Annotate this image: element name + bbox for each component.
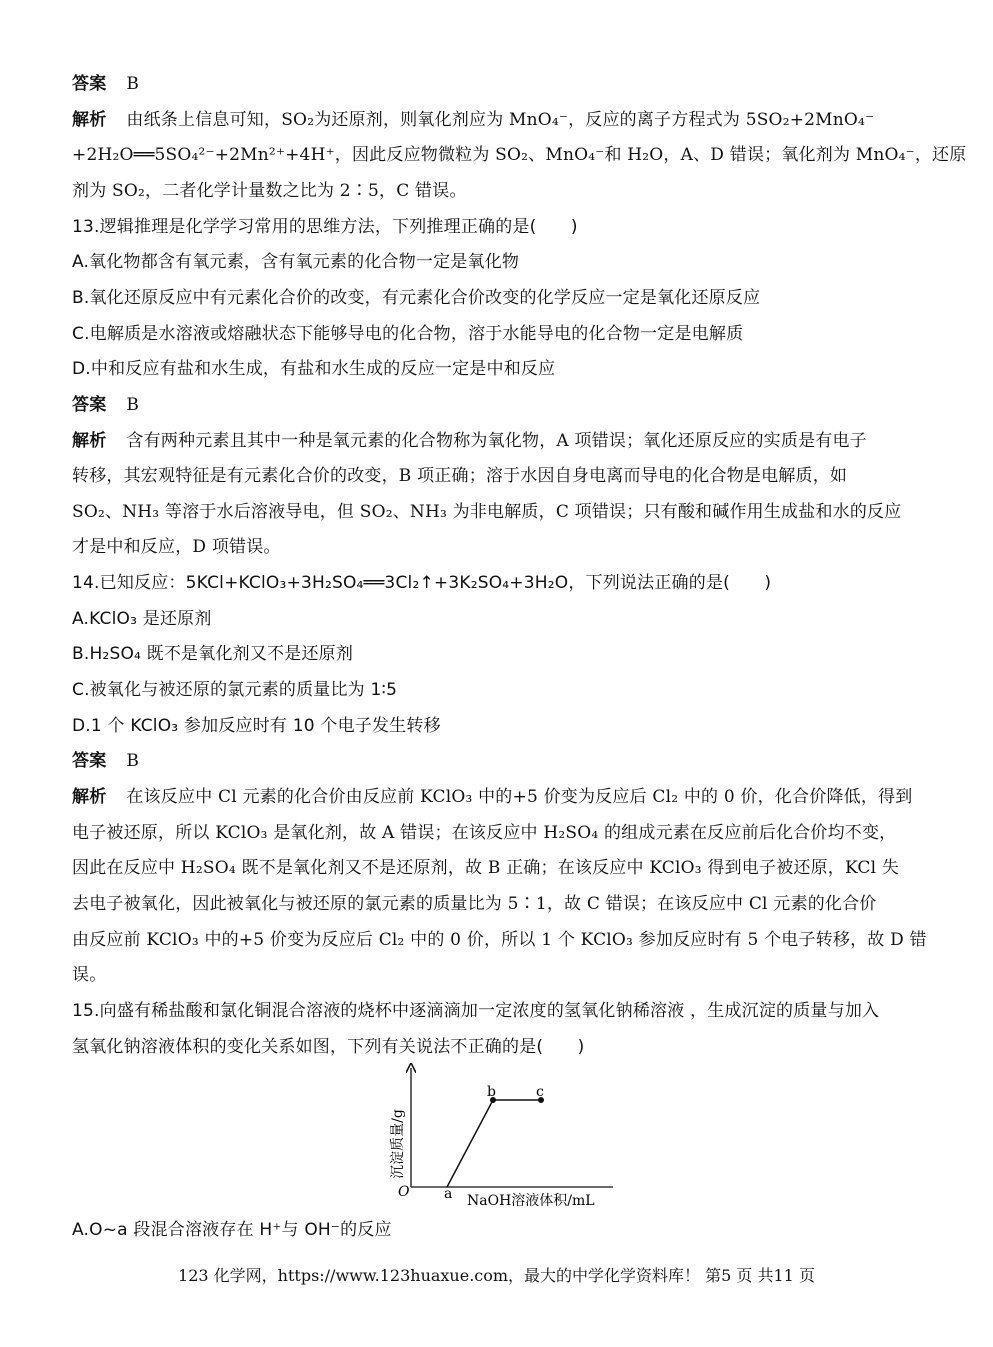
analysis-line (72, 108, 922, 132)
line-text: B (126, 74, 140, 94)
line-text: 由反应前 KClO₃ 中的+5 价变为反应后 Cl₂ 中的 0 价，所以 1 个 KClO₃ 参加反应时有 5 个电子转移，故 D 错 (72, 929, 927, 950)
line-text: D.1 个 KClO₃ 参加反应时有 10 个电子发生转移 (72, 715, 441, 736)
origin-label: O (398, 1184, 410, 1200)
line-text: D.中和反应有盐和水生成，有盐和水生成的反应一定是中和反应 (72, 359, 556, 380)
question-line (72, 357, 922, 381)
line-text: B (126, 394, 140, 415)
text-line (72, 500, 922, 524)
answer-line (72, 72, 922, 96)
line-label: 解析 (72, 430, 107, 451)
answer-line (72, 749, 922, 773)
line-text: 15.向盛有稀盐酸和氯化铜混合溶液的烧杯中逐滴滴加一定浓度的氢氧化钠稀溶液 ，生成沉淀的质量与加入 (72, 1000, 880, 1021)
precipitate-graph (385, 1062, 625, 1212)
question-line (72, 999, 922, 1023)
line-text: 误。 (72, 965, 107, 986)
line-text: 13.逻辑推理是化学学习常用的思维方法，下列推理正确的是( ) (72, 216, 578, 237)
text-line (72, 928, 927, 952)
question-line (72, 607, 922, 631)
line-text: +2H₂O══5SO₄²⁻+2Mn²⁺+4H⁺，因此反应物微粒为 SO₂、MnO₄⁻和 H₂O，A、D 错误；氧化剂为 MnO₄⁻，还原 (72, 145, 967, 166)
line-text: B.氧化还原反应中有元素化合价的改变，有元素化合价改变的化学反应一定是氧化还原反应 (72, 287, 761, 308)
line-text: 因此在反应中 H₂SO₄ 既不是氧化剂又不是还原剂，故 B 正确；在该反应中 KClO₃ 得到电子被还原，KCl 失 (72, 858, 900, 879)
line-text: B (126, 751, 140, 772)
text-line (72, 535, 922, 559)
line-text: 转移，其宏观特征是有元素化合价的改变，B 项正确；溶于水因自身电离而导电的化合物是电解质，如 (72, 466, 848, 487)
line-text: 电子被还原，所以 KClO₃ 是氧化剂，故 A 错误；在该反应中 H₂SO₄ 的组成元素在反应前后化合价均不变， (72, 822, 897, 843)
line-text: 剂为 SO₂，二者化学计量数之比为 2∶5，C 错误。 (72, 180, 467, 201)
line-text: 去电子被氧化，因此被氧化与被还原的氯元素的质量比为 5∶1，故 C 错误；在该反应中 Cl 元素的化合价 (72, 893, 877, 914)
option-a-after-figure: A.O~a 段混合溶液存在 H⁺与 OH⁻的反应 (72, 1220, 392, 1240)
line-text: A.氧化物都含有氧元素，含有氧元素的化合物一定是氧化物 (72, 252, 520, 273)
line-text: C.电解质是水溶液或熔融状态下能够导电的化合物，溶于水能导电的化合物一定是电解质 (72, 323, 744, 344)
analysis-line (72, 429, 922, 453)
page-footer: 123 化学网，https://www.123huaxue.com，最大的中学化学资料库！ 第5 页 共11 页 (178, 1266, 815, 1285)
point-c-label: c (536, 1084, 544, 1100)
line-label: 答案 (72, 751, 107, 772)
line-label: 解析 (72, 787, 107, 807)
precipitate-curve (447, 1100, 541, 1187)
analysis-line (72, 785, 922, 809)
line-text: 在该反应中 Cl 元素的化合价由反应前 KClO₃ 中的+5 价变为反应后 Cl₂ 中的 0 价，化合价降低，得到 (126, 787, 913, 807)
line-text: 才是中和反应，D 项错误。 (72, 537, 281, 558)
line-text: C.被氧化与被还原的氯元素的质量比为 1∶5 (72, 680, 398, 701)
line-text: A.KClO₃ 是还原剂 (72, 608, 212, 629)
question-line (72, 678, 922, 702)
x-axis-label: NaOH溶液体积/mL (467, 1193, 595, 1209)
line-text: 14.已知反应：5KCl+KClO₃+3H₂SO₄══3Cl₂↑+3K₂SO₄+3H₂O，下列说法正确的是( ) (72, 573, 772, 594)
y-axis-label: 沉淀质量/g (390, 1109, 406, 1179)
line-label: 答案 (72, 74, 107, 94)
text-line (72, 892, 922, 916)
answer-line (72, 393, 922, 417)
text-line (72, 821, 922, 845)
question-line (72, 286, 922, 310)
question-line (72, 642, 922, 666)
text-line (72, 856, 922, 880)
line-text: B.H₂SO₄ 既不是氧化剂又不是还原剂 (72, 644, 354, 665)
question-line (72, 322, 922, 346)
text-line (72, 464, 922, 488)
line-text: 由纸条上信息可知，SO₂为还原剂，则氧化剂应为 MnO₄⁻，反应的离子方程式为 5SO₂+2MnO₄⁻ (126, 109, 875, 130)
question-line (72, 571, 922, 595)
text-line (72, 963, 922, 987)
text-line (72, 143, 967, 167)
line-text: 氢氧化钠溶液体积的变化关系如图，下列有关说法不正确的是( ) (72, 1036, 585, 1057)
question-line (72, 714, 922, 738)
question-line (72, 250, 922, 274)
question-line (72, 1035, 922, 1059)
text-line (72, 179, 922, 203)
line-text: SO₂、NH₃ 等溶于水后溶液导电，但 SO₂、NH₃ 为非电解质，C 项错误；只有酸和碱作用生成盐和水的反应 (72, 501, 902, 522)
line-label: 答案 (72, 394, 107, 415)
point-b-label: b (487, 1084, 496, 1100)
line-text: 含有两种元素且其中一种是氧元素的化合物称为氧化物，A 项错误；氧化还原反应的实质是有电子 (126, 430, 867, 451)
line-label: 解析 (72, 109, 107, 130)
question-line (72, 215, 922, 239)
point-a-label: a (444, 1186, 453, 1202)
